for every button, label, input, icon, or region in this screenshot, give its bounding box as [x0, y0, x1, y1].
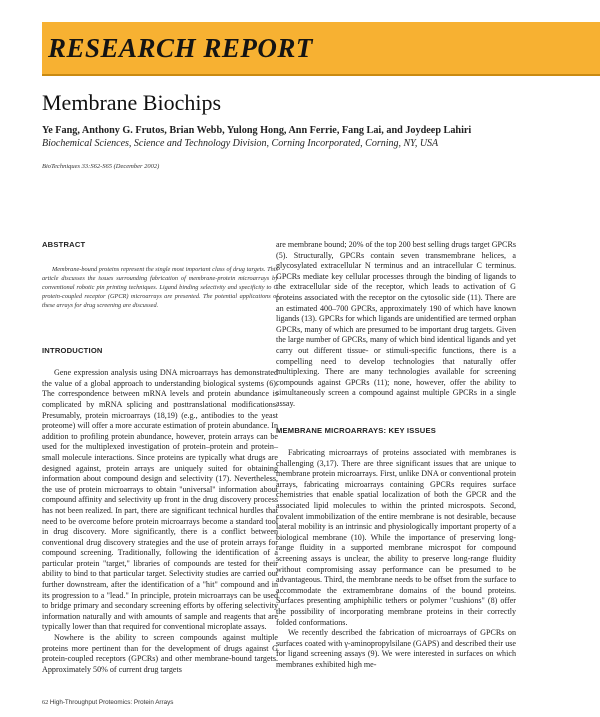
key-issues-paragraph-1: Fabricating microarrays of proteins associated with membranes is challenging (3,17). There are three significant issues that are unique to membrane protein microarrays. First, unlike DNA or conventional protein arrays, fabricating microarrays containing GPCRs requires surface chemistries that enable spatial localization of both the GPCR and the associated lipid molecules to within the printed microspots. Second, covalent immobilization of the entire membrane is not desirable, because lateral mobility is an intrinsic and physiologically important property of a biological membrane (10). While the importance of preserving long-range fluidity in a supported membrane microspot for compound screening assays is unclear, the ability to preserve long-range fluidity without compromising assay performance can be presumed to be advantageous. Third, the membrane needs to be offset from the surface to accommodate the extramembrane domains of the bound proteins. Surfaces presenting amphiphilic tethers or polymer "cushions" (8) offer the possibility of incorporating membrane proteins in their correctly folded conformations. [276, 448, 516, 627]
article-title: Membrane Biochips [42, 90, 222, 115]
page-footer [42, 699, 173, 706]
introduction-paragraph-2: Nowhere is the ability to screen compounds against multiple proteins more pertinent than for the development of drugs against G protein-coupled receptors (GPCRs) and other membrane-bound targets. Approximately 50% of current drug targets [42, 633, 278, 674]
abstract-heading: ABSTRACT [42, 240, 86, 249]
article-authors: Ye Fang, Anthony G. Frutos, Brian Webb, Yulong Hong, Ann Ferrie, Fang Lai, and Joydeep Lahiri [42, 125, 472, 136]
article-citation: BioTechniques 33:S62-S65 (December 2002) [42, 163, 160, 170]
key-issues-paragraph-2: We recently described the fabrication of microarrays of GPCRs on surfaces coated with γ-aminopropylsilane (GAPS) and described their use for ligand screening assays (9). We were interested in surfaces on which membranes exhibited high me- [276, 628, 516, 669]
abstract-text: Membrane-bound proteins represent the single most important class of drug targets. This article discusses the issues surrounding fabrication of membrane-protein microarrays by conventional robotic pin printing techniques. Ligand binding selectivity and specificity to G protein-coupled receptor (GPCR) microarrays are presented. The potential applications of these arrays for drug screening are discussed. [42, 265, 278, 309]
introduction-heading: INTRODUCTION [42, 345, 103, 355]
right-column [276, 240, 516, 671]
banner-label: RESEARCH REPORT [48, 33, 313, 63]
continued-paragraph: are membrane bound; 20% of the top 200 best selling drugs target GPCRs (5). Structurally, GPCRs contain seven transmembrane helices, a glycosylated extracellular N terminus and an intracellular C terminus. GPCRs mediate key cellular processes through the binding of ligands to the extracellular side of the receptor, which leads to activation of G proteins associated with the receptor on the cytosolic side (11). There are an estimated 400–700 GPCRs, approximately 190 of which have known ligands (13). GPCRs for which ligands are unidentified are termed orphan GPCRs, many of which are presumed to be important drug targets. Given the large number of GPCRs, many of which bind identical ligands and yet carry out different tissue- or stimuli-specific functions, there is a compelling need to develop technologies that naturally offer multiplexing. There are many technologies available for screening compounds against GPCRs (11); none, however, offer the ability to simultaneously screen a compound against multiple GPCRs in a single assay. [276, 240, 516, 408]
introduction-paragraph-1: Gene expression analysis using DNA microarrays has demonstrated the value of a global approach to understanding biological systems (6). The correspondence between mRNA levels and protein abundance is complicated by mRNA splicing and posttranslational modifications. Presumably, protein microarrays (18,19) (e.g., antibodies to the yeast proteome) will offer a more accurate estimation of protein abundance. In addition to profiling protein abundance, however, protein arrays can be used for the multiplexed investigation of protein–protein and protein–small molecule interactions. Since proteins are typically what drugs are designed against, protein arrays are uniquely suited for obtaining information about compound design and selectivity (17). Nevertheless, the use of protein microarrays to obtain "universal" information about compound affinity and selectivity up front in the drug discovery process has not been realized. In part, there are significant technical hurdles that need to be overcome before protein microarrays become a standard tool in drug discovery. More significantly, there is a conflict between conventional drug discovery strategies and the use of protein arrays for compound screening. Traditionally, following the identification of a particular protein "target," libraries of compounds are tested for their ability to bind to that particular target. Selectivity studies are carried out further downstream, after the identification of a "hit" compound and in its progression to a "lead." In principle, protein microarrays can be used to bridge primary and secondary screening efforts by offering selectivity information naturally and with amounts of sample and reagents that are typically lower than that required for conventional microplate assays. [42, 368, 278, 632]
left-column [42, 240, 278, 675]
banner-rule [42, 74, 600, 76]
article-affiliation: Biochemical Sciences, Science and Technology Division, Corning Incorporated, Corning, NY, USA [42, 138, 439, 149]
page-number: 62 [42, 699, 49, 706]
key-issues-heading: MEMBRANE MICROARRAYS: KEY ISSUES [276, 425, 436, 435]
footer-label: High-Throughput Proteomics: Protein Arrays [49, 699, 174, 706]
